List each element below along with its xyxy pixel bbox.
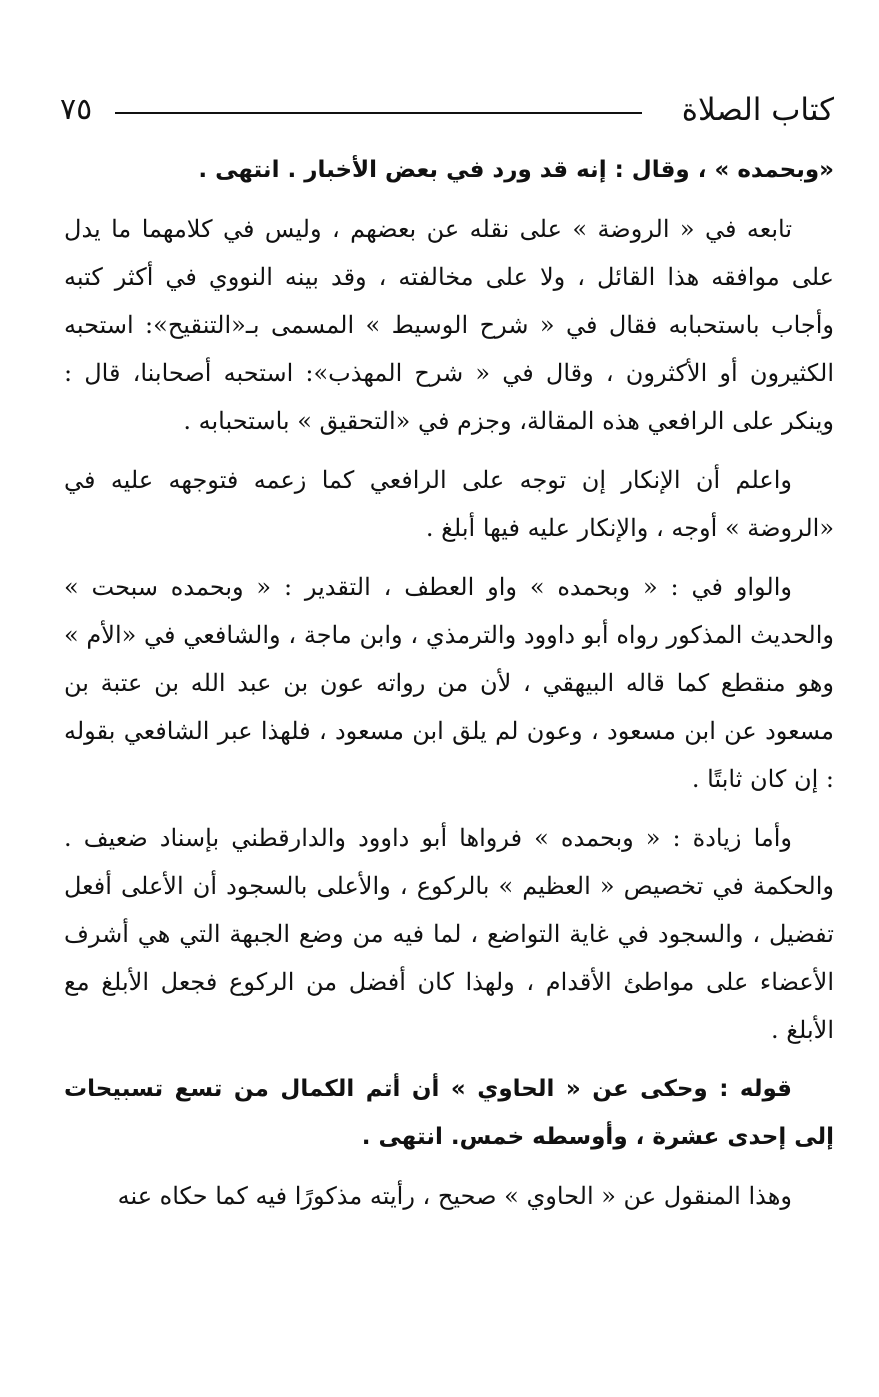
body-text <box>64 146 834 1231</box>
paragraph-3: واعلم أن الإنكار إن توجه على الرافعي كما زعمه فتوجهه عليه في «الروضة » أوجه ، والإنكار عليه فيها أبلغ . <box>64 466 834 542</box>
paragraph-2: تابعه في « الروضة » على نقله عن بعضهم ، وليس في كلامهما ما يدل على موافقه هذا القائل ، ولا على مخالفته ، وقد بينه النووي في أكثر كتبه وأجاب باستحبابه فقال في « شرح الوسيط » المسمى بـ«التنقيح»: استحبه الكثيرون أو الأكثرون ، وقال في « شرح المهذب»: استحبه أصحابنا، قال : وينكر على الرافعي هذه المقالة، وجزم في «التحقيق » باستحبابه . <box>64 215 834 435</box>
paragraph-7: وهذا المنقول عن « الحاوي » صحيح ، رأيته مذكورًا فيه كما حكاه عنه <box>117 1182 792 1210</box>
paragraph-4: والواو في : « وبحمده » واو العطف ، التقدير : « وبحمده سبحت » والحديث المذكور رواه أبو داوود والترمذي ، وابن ماجة ، والشافعي في «الأم » وهو منقطع كما قاله البيهقي ، لأن من رواته عون بن عبد الله بن عتبة بن مسعود عن ابن مسعود ، وعون لم يلق ابن مسعود ، فلهذا عبر الشافعي بقوله : إن كان ثابتًا . <box>64 573 835 793</box>
paragraph-1: «وبحمده » ، وقال : إنه قد ورد في بعض الأخبار . انتهى . <box>198 157 834 183</box>
paragraph-6: قوله : وحكى عن « الحاوي » أن أتم الكمال من تسع تسبيحات إلى إحدى عشرة ، وأوسطه خمس. انتهى . <box>64 1076 834 1150</box>
paragraph-5: وأما زيادة : « وبحمده » فرواها أبو داوود والدارقطني بإسناد ضعيف . والحكمة في تخصيص « العظيم » بالركوع ، والأعلى بالسجود أن الأعلى أفعل تفضيل ، والسجود في غاية التواضع ، لما فيه من وضع الجبهة التي هي أشرف الأعضاء على مواطئ الأقدام ، ولهذا كان أفضل من الركوع فجعل الأبلغ مع الأبلغ . <box>64 824 834 1044</box>
page-number: ٧٥ <box>60 92 93 127</box>
page-header <box>60 86 834 140</box>
header-rule <box>115 112 642 114</box>
running-title: كتاب الصلاة <box>681 92 834 128</box>
